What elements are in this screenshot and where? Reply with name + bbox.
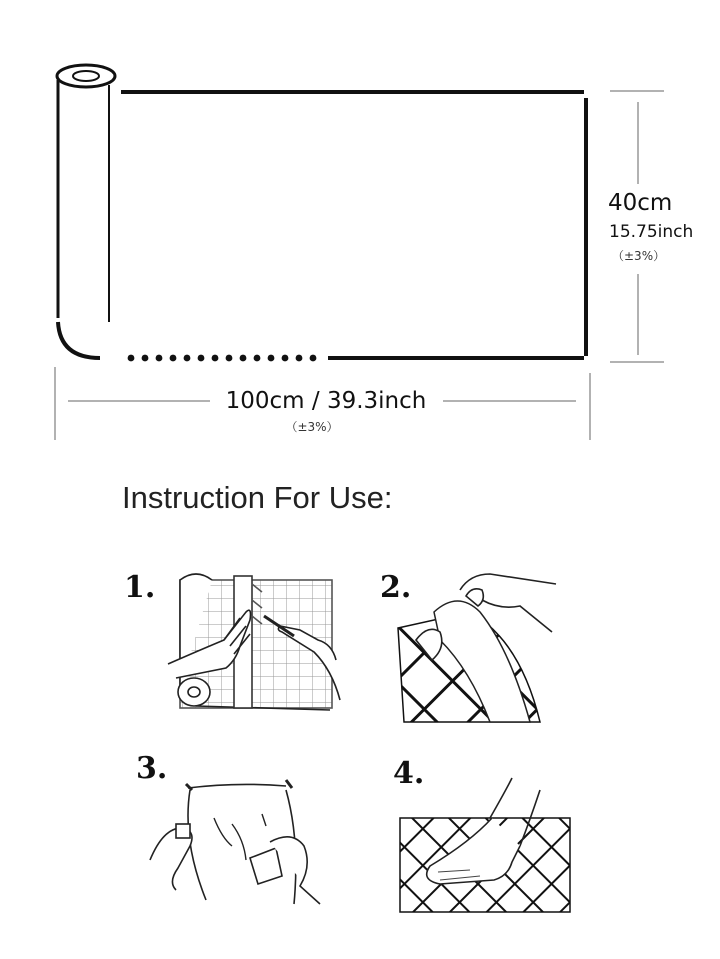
- apply-and-smooth-illustration: [150, 780, 320, 904]
- height-primary-label: 40cm: [608, 190, 673, 216]
- measure-and-cut-illustration: [168, 574, 340, 710]
- instructions-title: Instruction For Use:: [122, 480, 393, 515]
- step-3-number: 3.: [136, 751, 168, 786]
- step-4-number: 4.: [393, 756, 425, 791]
- step-4: [393, 756, 570, 912]
- width-tolerance-label: （±3%）: [285, 420, 339, 434]
- height-secondary-label: 15.75inch: [609, 222, 694, 242]
- finished-surface-illustration: [400, 778, 570, 912]
- dotted-cut-line: [128, 355, 317, 362]
- width-label: 100cm / 39.3inch: [225, 388, 427, 414]
- peel-backing-illustration: [398, 574, 556, 722]
- step-1-number: 1.: [124, 570, 156, 605]
- roll-end-outer: [57, 65, 115, 87]
- roll-end-inner: [73, 71, 99, 81]
- step-3: [136, 751, 320, 904]
- height-tolerance-label: （±3%）: [612, 249, 666, 263]
- step-1: [124, 570, 340, 710]
- roll-diagram: [55, 65, 693, 440]
- roll-curl: [58, 322, 100, 358]
- step-2: [380, 570, 556, 722]
- step-2-number: 2.: [380, 570, 412, 605]
